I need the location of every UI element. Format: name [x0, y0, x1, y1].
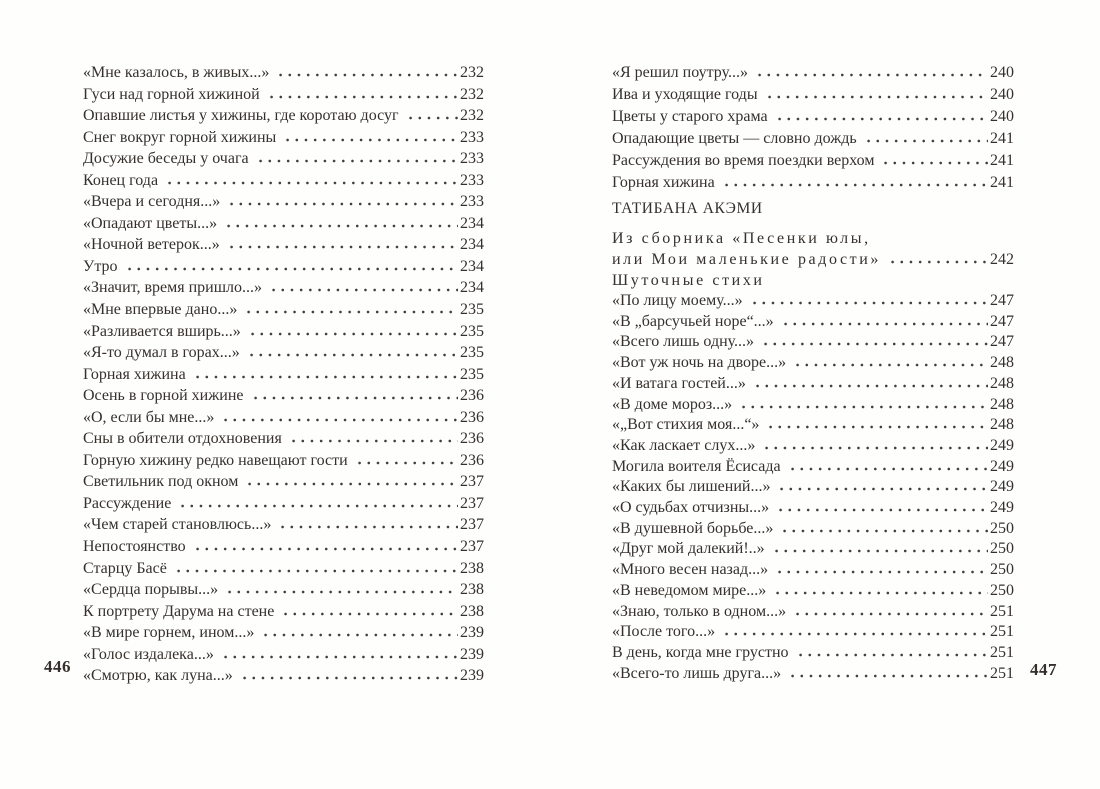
dot-leader: [276, 73, 458, 77]
toc-entry: [83, 299, 484, 321]
toc-entry: [83, 364, 484, 386]
toc-entry-page: 249: [990, 478, 1014, 496]
toc-entry: [612, 291, 1014, 312]
dot-leader: [224, 224, 458, 228]
toc-entry-title: «Знаю, только в одном...»: [612, 602, 787, 620]
toc-entry-title: Могила воителя Ёсисада: [612, 457, 781, 475]
toc-entry-title: «И ватага гостей...»: [612, 374, 746, 392]
dot-leader: [269, 288, 458, 292]
toc-entry-page: 239: [460, 645, 484, 663]
toc-entry-title: Старцу Басё: [83, 559, 167, 577]
dot-leader: [888, 260, 988, 264]
toc-entry-title: «В душевной борьбе...»: [612, 519, 774, 537]
toc-entry: [612, 353, 1014, 374]
dot-leader: [788, 674, 988, 678]
toc-entry-page: 250: [990, 581, 1014, 599]
toc-entry: [612, 249, 1014, 270]
toc-list-right-top: [612, 62, 1014, 194]
dot-leader: [251, 396, 459, 400]
toc-entry-title: «Всего лишь одну...»: [612, 333, 755, 351]
toc-entry: [612, 374, 1014, 395]
toc-entry: [612, 581, 1014, 602]
toc-entry-title: «Чем старей становлюсь...»: [83, 516, 272, 534]
toc-entry-page: 248: [990, 354, 1014, 372]
toc-entry: [83, 450, 484, 472]
toc-entry: [83, 428, 484, 450]
toc-entry-title: «Разливается вширь...»: [83, 322, 241, 340]
dot-leader: [773, 591, 988, 595]
toc-entry: [83, 407, 484, 429]
toc-entry: [83, 644, 484, 666]
toc-entry-page: 238: [460, 581, 484, 599]
toc-entry: [83, 665, 484, 687]
dot-leader: [165, 181, 458, 185]
toc-entry: [612, 332, 1014, 353]
dot-leader: [775, 570, 988, 574]
toc-entry-page: 233: [460, 193, 484, 211]
toc-entry-page: 237: [460, 538, 484, 556]
toc-entry: [612, 519, 1014, 540]
dot-leader: [256, 159, 458, 163]
toc-subsection-heading-rows: [612, 228, 1014, 291]
dot-leader: [761, 342, 988, 346]
toc-entry-title: Опавшие листья у хижины, где коротаю досуг: [83, 107, 399, 125]
toc-entry-title: Досужие беседы у очага: [83, 150, 249, 168]
toc-entry-title: Светильник под окном: [83, 473, 239, 491]
dot-leader: [796, 653, 988, 657]
dot-leader: [281, 612, 458, 616]
dot-leader: [245, 482, 458, 486]
dot-leader: [775, 117, 988, 121]
toc-entry-title: «Друг мой далекий!..»: [612, 540, 765, 558]
dot-leader: [739, 405, 988, 409]
toc-entry-title: или Мои маленькие радости»: [612, 251, 882, 268]
dot-leader: [221, 655, 458, 659]
toc-entry-title: Горную хижину редко навещают гости: [83, 451, 348, 469]
toc-entry: [83, 385, 484, 407]
toc-entry: [612, 62, 1014, 84]
toc-entry-title: «Сердца порывы...»: [83, 581, 219, 599]
page-number-right: 447: [1030, 660, 1057, 679]
toc-entry-page: 240: [990, 108, 1014, 125]
toc-entry: [83, 471, 484, 493]
toc-entry: [83, 493, 484, 515]
toc-entry: [612, 477, 1014, 498]
dot-leader: [221, 418, 458, 422]
dot-leader: [283, 138, 458, 142]
toc-entry-page: 233: [460, 171, 484, 189]
toc-entry: [612, 395, 1014, 416]
toc-entry-page: 232: [460, 107, 484, 125]
toc-entry-page: 247: [990, 333, 1014, 351]
toc-entry-title: Из сборника «Песенки юлы,: [612, 230, 871, 247]
toc-entry-page: 251: [990, 602, 1014, 620]
dot-leader: [247, 353, 458, 357]
toc-entry-title: «Смотрю, как луна...»: [83, 667, 233, 685]
toc-entry-title: «„Вот стихия моя...“»: [612, 416, 760, 434]
toc-entry-page: 236: [460, 387, 484, 405]
toc-entry: [83, 148, 484, 170]
toc-entry-page: 247: [990, 292, 1014, 309]
toc-entry: [83, 579, 484, 601]
toc-entry: [612, 270, 1014, 291]
toc-entry: [83, 256, 484, 278]
toc-entry: [83, 84, 484, 106]
toc-entry-title: Рассуждения во время поездки верхом: [612, 152, 875, 169]
dot-leader: [753, 384, 988, 388]
toc-entry-page: 235: [460, 322, 484, 340]
dot-leader: [722, 183, 988, 187]
dot-leader: [406, 116, 458, 120]
dot-leader: [244, 310, 458, 314]
dot-leader: [225, 590, 458, 594]
toc-entry-page: 235: [460, 365, 484, 383]
toc-entry-title: «Мне казалось, в живых...»: [83, 64, 270, 81]
toc-entry: [612, 84, 1014, 106]
dot-leader: [227, 245, 458, 249]
toc-entry: [612, 415, 1014, 436]
toc-entry: [83, 127, 484, 149]
toc-page-right: [612, 62, 1014, 684]
toc-entry-title: Конец года: [83, 171, 159, 189]
toc-entry-title: Рассуждение: [83, 494, 172, 512]
toc-entry-page: 233: [460, 128, 484, 146]
toc-entry-page: 236: [460, 430, 484, 448]
toc-entry-title: «Как ласкает слух...»: [612, 436, 756, 454]
toc-entry-title: Ива и уходящие годы: [612, 86, 758, 103]
toc-entry: [612, 539, 1014, 560]
dot-leader: [864, 139, 988, 143]
section-heading-author: ТАТИБАНА АКЭМИ: [612, 200, 763, 217]
toc-entry: [612, 560, 1014, 581]
dot-leader: [193, 547, 458, 551]
dot-leader: [227, 202, 458, 206]
toc-list-right-bottom: [612, 291, 1014, 684]
dot-leader: [261, 633, 458, 637]
toc-entry: [83, 191, 484, 213]
page-number-left: 446: [44, 657, 71, 676]
toc-entry-title: Непостоянство: [83, 538, 186, 556]
toc-entry-title: «Ночной ветерок...»: [83, 236, 220, 254]
dot-leader: [355, 461, 458, 465]
toc-entry-title: Шуточные стихи: [612, 272, 765, 289]
toc-entry-title: Горная хижина: [83, 365, 186, 383]
toc-entry-title: «По лицу моему...»: [612, 292, 743, 309]
toc-entry-page: 236: [460, 408, 484, 426]
toc-entry: [612, 150, 1014, 172]
toc-entry-title: Утро: [83, 257, 118, 275]
toc-entry: [83, 277, 484, 299]
toc-entry-page: 237: [460, 494, 484, 512]
dot-leader: [125, 267, 458, 271]
toc-entry-page: 238: [460, 602, 484, 620]
toc-entry-page: 241: [990, 130, 1014, 147]
dot-leader: [762, 446, 988, 450]
toc-entry-title: «Мне впервые дано...»: [83, 301, 238, 319]
toc-entry-page: 249: [990, 457, 1014, 475]
dot-leader: [289, 439, 458, 443]
toc-entry-title: Сны в обители отдохновения: [83, 430, 282, 448]
toc-entry-title: «Вот уж ночь на дворе...»: [612, 354, 787, 372]
toc-entry: [83, 105, 484, 127]
toc-entry-page: 234: [460, 279, 484, 297]
toc-entry: [612, 128, 1014, 150]
toc-entry-page: 235: [460, 301, 484, 319]
toc-entry-title: «После того...»: [612, 623, 716, 641]
dot-leader: [178, 504, 458, 508]
toc-entry-page: 248: [990, 374, 1014, 392]
toc-entry-title: Осень в горной хижине: [83, 387, 244, 405]
toc-entry: [83, 558, 484, 580]
toc-entry: [83, 536, 484, 558]
dot-leader: [793, 363, 988, 367]
toc-entry: [83, 321, 484, 343]
toc-entry-title: Горная хижина: [612, 174, 715, 191]
toc-entry-page: 234: [460, 214, 484, 232]
toc-entry-page: 249: [990, 499, 1014, 517]
toc-entry: [612, 602, 1014, 623]
toc-entry-page: 240: [990, 86, 1014, 103]
toc-entry-title: «Опадают цветы...»: [83, 214, 218, 232]
toc-entry-title: «В мире горнем, ином...»: [83, 624, 255, 642]
toc-entry-title: «В неведомом мире...»: [612, 581, 767, 599]
toc-entry-page: 251: [990, 623, 1014, 641]
toc-entry-page: 241: [990, 152, 1014, 169]
dot-leader: [722, 632, 988, 636]
toc-entry-page: 251: [990, 643, 1014, 661]
dot-leader: [755, 73, 988, 77]
toc-entry: [612, 664, 1014, 685]
dot-leader: [881, 161, 988, 165]
toc-entry-page: 241: [990, 174, 1014, 191]
toc-entry-title: «Много весен назад...»: [612, 561, 769, 579]
dot-leader: [278, 525, 458, 529]
dot-leader: [750, 301, 988, 305]
toc-entry-page: 242: [990, 251, 1014, 268]
toc-entry: [612, 172, 1014, 194]
toc-entry: [612, 643, 1014, 664]
toc-entry-page: 236: [460, 451, 484, 469]
toc-entry-title: «Я-то думал в горах...»: [83, 344, 240, 362]
dot-leader: [793, 612, 988, 616]
toc-entry-page: 247: [990, 312, 1014, 330]
dot-leader: [776, 508, 988, 512]
toc-entry-title: «В „барсучьей норе“...»: [612, 312, 774, 330]
toc-entry-title: «Я решил поутру...»: [612, 64, 748, 81]
toc-entry-page: 251: [990, 664, 1014, 682]
dot-leader: [766, 425, 988, 429]
toc-entry-title: Снег вокруг горной хижины: [83, 128, 277, 146]
dot-leader: [267, 95, 458, 99]
toc-entry-page: 239: [460, 667, 484, 685]
toc-entry-title: К портрету Дарума на стене: [83, 602, 275, 620]
toc-page-left: [83, 62, 484, 687]
toc-entry-title: «О судьбах отчизны...»: [612, 499, 770, 517]
toc-entry: [83, 342, 484, 364]
toc-entry: [612, 436, 1014, 457]
toc-entry: [83, 601, 484, 623]
toc-entry-page: 237: [460, 516, 484, 534]
toc-entry: [612, 228, 1014, 249]
toc-entry-page: 240: [990, 64, 1014, 81]
dot-leader: [240, 676, 458, 680]
toc-entry-page: 232: [460, 64, 484, 81]
toc-entry-title: «Голос издалека...»: [83, 645, 214, 663]
toc-entry: [83, 213, 484, 235]
toc-entry-page: 248: [990, 395, 1014, 413]
toc-entry: [83, 514, 484, 536]
toc-entry-title: «В доме мороз...»: [612, 395, 733, 413]
toc-entry-page: 237: [460, 473, 484, 491]
toc-entry: [83, 62, 484, 84]
toc-entry-page: 239: [460, 624, 484, 642]
toc-entry: [83, 622, 484, 644]
dot-leader: [780, 529, 988, 533]
toc-entry-title: В день, когда мне грустно: [612, 643, 789, 661]
dot-leader: [193, 375, 458, 379]
toc-entry-title: Гуси над горной хижиной: [83, 85, 260, 103]
toc-entry: [612, 498, 1014, 519]
toc-entry: [612, 106, 1014, 128]
dot-leader: [788, 467, 988, 471]
toc-entry-title: «О, если бы мне...»: [83, 408, 215, 426]
toc-entry-title: «Всего-то лишь друга...»: [612, 664, 782, 682]
toc-entry-page: 233: [460, 150, 484, 168]
toc-entry-title: Цветы у старого храма: [612, 108, 768, 125]
toc-entry-page: 250: [990, 519, 1014, 537]
toc-entry-page: 248: [990, 416, 1014, 434]
dot-leader: [174, 569, 458, 573]
dot-leader: [777, 487, 988, 491]
dot-leader: [772, 549, 988, 553]
dot-leader: [248, 332, 458, 336]
toc-entry-page: 250: [990, 540, 1014, 558]
toc-entry-title: «Значит, время пришло...»: [83, 279, 263, 297]
toc-entry-title: «Каких бы лишений...»: [612, 478, 771, 496]
toc-entry: [612, 312, 1014, 333]
toc-entry: [83, 170, 484, 192]
dot-leader: [781, 322, 988, 326]
toc-entry-page: 232: [460, 85, 484, 103]
toc-entry-page: 249: [990, 436, 1014, 454]
toc-entry: [612, 457, 1014, 478]
toc-entry-page: 238: [460, 559, 484, 577]
toc-entry-page: 250: [990, 561, 1014, 579]
toc-entry-page: 234: [460, 257, 484, 275]
toc-entry-page: 235: [460, 344, 484, 362]
toc-entry: [612, 622, 1014, 643]
toc-entry: [83, 234, 484, 256]
toc-entry-page: 234: [460, 236, 484, 254]
dot-leader: [765, 95, 988, 99]
toc-entry-title: «Вчера и сегодня...»: [83, 193, 221, 211]
toc-entry-title: Опадающие цветы — словно дождь: [612, 130, 857, 147]
